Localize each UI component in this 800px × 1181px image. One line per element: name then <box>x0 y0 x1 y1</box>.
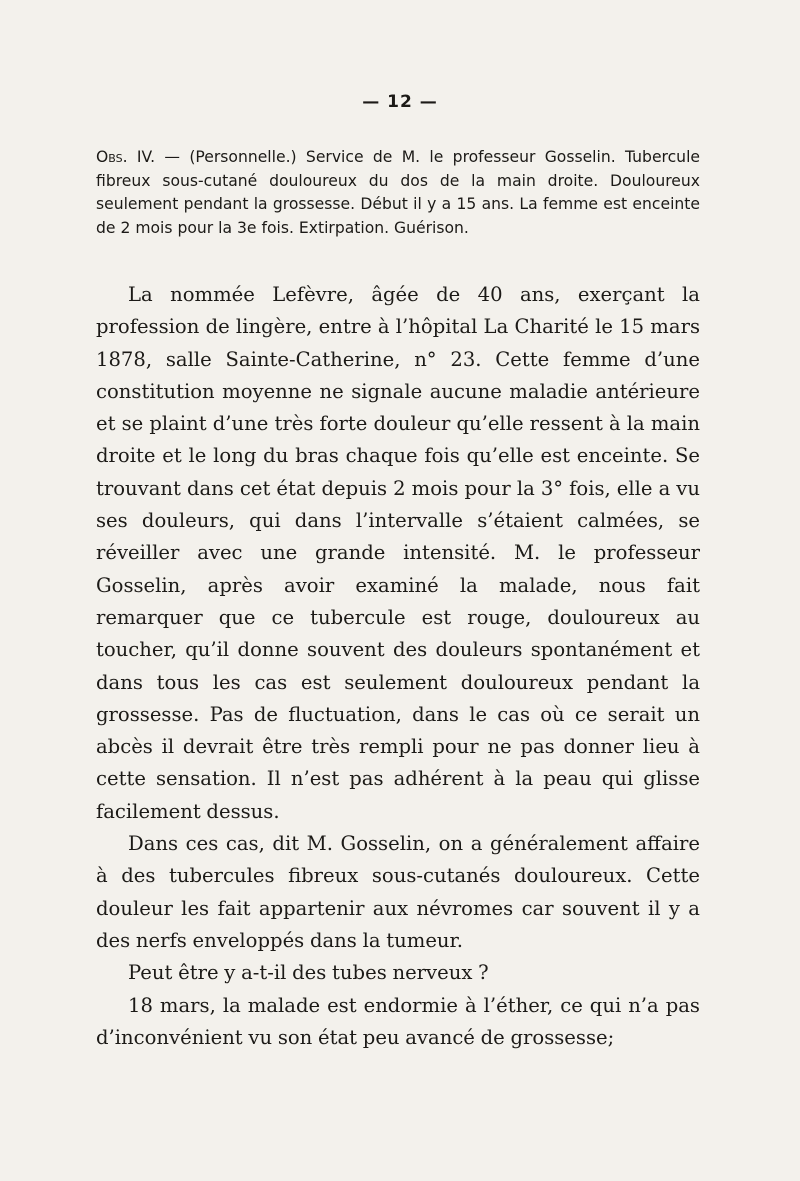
paragraph-operation: 18 mars, la malade est endormie à l’éther, ce qui n’a pas d’inconvénient vu son état peu avancé de grossesse; <box>96 993 700 1049</box>
page-number: — 12 — <box>362 92 438 112</box>
observation-summary-text: — (Personnelle.) Service de M. le professeur Gosselin. Tubercule fibreux sous-cutané douloureux du dos de la main droite. Douloureux seulement pendant la grossesse. Début il y a 15 ans. La femme est enceinte de 2 mois pour la 3e fois. Extirpation. Guérison. <box>96 148 700 238</box>
observation-summary <box>96 146 700 241</box>
case-narrative <box>96 279 700 1054</box>
paragraph-diagnosis: Dans ces cas, dit M. Gosselin, on a généralement affaire à des tubercules fibreux sous-cutanés douloureux. Cette douleur les fait appartenir aux névromes car souvent il y a des nerfs enveloppés dans la tumeur. <box>96 832 700 952</box>
observation-label: Obs. IV. <box>96 148 156 166</box>
paragraph-patient-history: La nommée Lefèvre, âgée de 40 ans, exerçant la profession de lingère, entre à l’hôpital La Charité le 15 mars 1878, salle Sainte-Catherine, n° 23. Cette femme d’une constitution moyenne ne signale aucune maladie antérieure et se plaint d’une très forte douleur qu’elle ressent à la main droite et le long du bras chaque fois qu’elle est enceinte. Se trouvant dans cet état depuis 2 mois pour la 3° fois, elle a vu ses douleurs, qui dans l’intervalle s’étaient calmées, se réveiller avec une grande intensité. M. le professeur Gosselin, après avoir examiné la malade, nous fait remarquer que ce tubercule est rouge, douloureux au toucher, qu’il donne souvent des douleurs spontanément et dans tous les cas est seulement douloureux pendant la grossesse. Pas de fluctuation, dans le cas où ce serait un abcès il devrait être très rempli pour ne pas donner lieu à cette sensation. Il n’est pas adhérent à la peau qui glisse facilement dessus. <box>96 283 700 823</box>
paragraph-question: Peut être y a-t-il des tubes nerveux ? <box>128 961 489 985</box>
